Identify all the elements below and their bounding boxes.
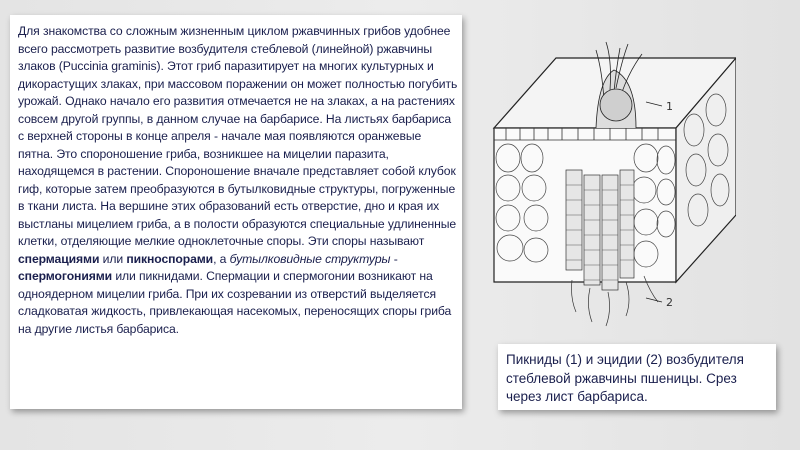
text-comma: , а: [213, 251, 230, 266]
text-part-1: Для знакомства со сложным жизненным циклом ржавчинных грибов удобнее всего рассмотреть развитие возбудителя стеблевой (линейной) ржавчины злаков (Puccinia graminis). Этот гриб паразитирует на многих культурных и дикорастущих злаках, при массовом поражении он может полностью погубить урожай. Однако начало его развития отмечается не на злаках, а на растениях совсем другой группы, в данном случае на барбарисе. На листьях барбариса с верхней стороны в конце апреля - начале мая появляются оранжевые пятна. Это спороношение гриба, возникшее на мицелии паразита, находящемся в растении. Спороношение вначале представляет собой клубок гиф, которые затем преобразуются в бутылковидные структуры, погруженные в ткани листа. На вершине этих образований есть отверстие, дно и края их выстланы мицелием гриба, а в полости образуются специальные удлиненные клетки, отделяющие мелкие одноклеточные споры. Эти споры называют: [18, 24, 458, 248]
leaf-section-illustration: [486, 40, 736, 330]
text-or: или: [99, 251, 127, 266]
figure-caption-box: [498, 344, 776, 410]
main-paragraph: [18, 23, 458, 338]
figure-label-1: 1: [666, 100, 673, 113]
figure-caption: Пикниды (1) и эцидии (2) возбудителя стеблевой ржавчины пшеницы. Срез через лист барбариса.: [506, 352, 744, 404]
figure-label-2: 2: [666, 296, 673, 309]
term-flask-structures: бутылковидные структуры: [229, 251, 391, 266]
text-dash: -: [390, 251, 398, 266]
term-pycnospores: пикноспорами: [126, 251, 214, 266]
text-part-2: или пикнидами. Спермации и спермогонии возникают на одноядерном мицелии гриба. При их созревании из отверстий выделяется сладковатая жидкость, привлекающая насекомых, переносящих споры гриба на другие листья барбариса.: [18, 269, 452, 336]
term-spermogonia: спермогониями: [18, 269, 113, 283]
term-spermatia: спермациями: [18, 251, 100, 266]
main-text-panel: [10, 15, 462, 409]
